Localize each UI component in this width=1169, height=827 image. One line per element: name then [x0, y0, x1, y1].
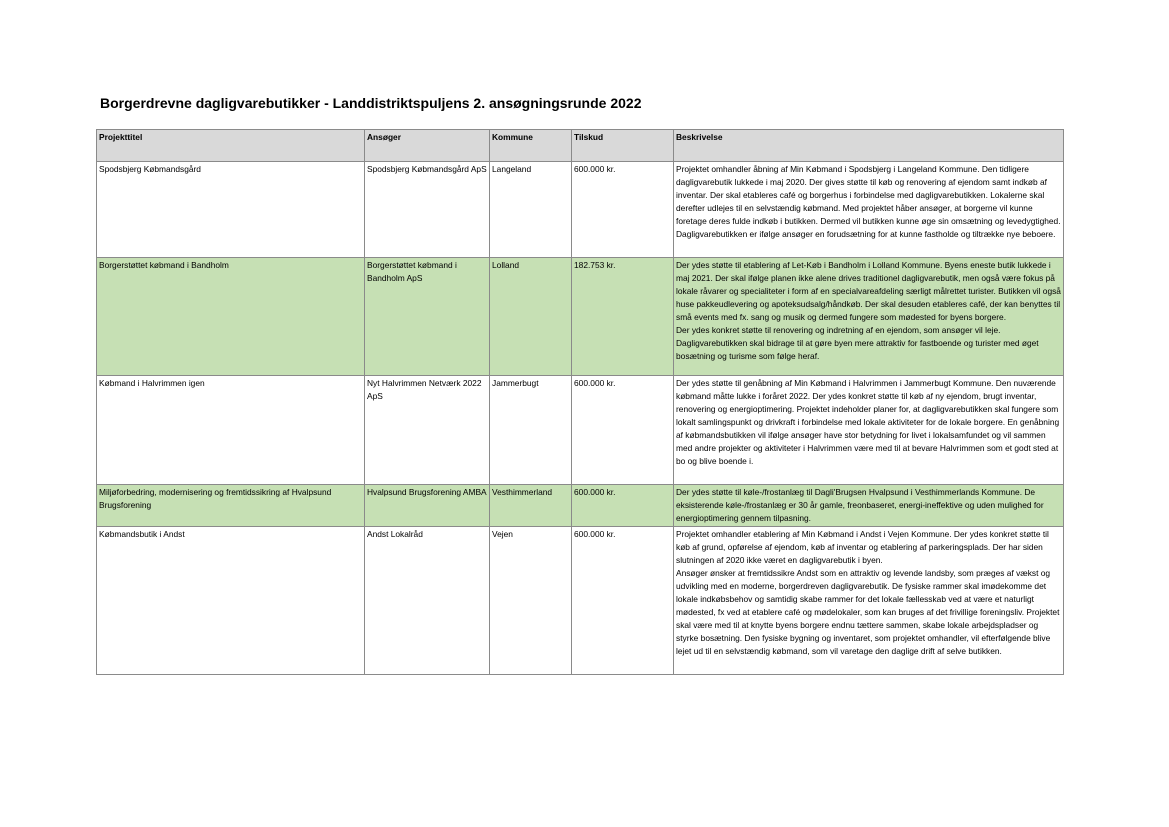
cell-municipality: Vesthimmerland [490, 485, 572, 527]
cell-description: Der ydes støtte til etablering af Let-Køb i Bandholm i Lolland Kommune. Byens eneste butik lukkede i maj 2021. Der skal ifølge planen ikke alene drives traditionel dagligvarebutik, men også være fokus på lokale råvarer og specialiteter i form af en specialvareafdeling særligt målrettet turister. Butikken vil også huse pakkeudlevering og apoteksudsalg/håndkøb. Der skal desuden etableres café, der kan benyttes til små events med fx. sang og musik og dermed fungere som mødested for byens borgere. Der ydes konkret støtte til renovering og indretning af en ejendom, som ansøger vil leje. Dagligvarebutikken skal bidrage til at gøre byen mere attraktiv for fastboende og turister med øget bosætning og turisme som følge heraf. [674, 258, 1064, 376]
cell-description: Der ydes støtte til køle-/frostanlæg til Dagli'Brugsen Hvalpsund i Vesthimmerlands Kommune. De eksisterende køle-/frostanlæg er 30 år gamle, freonbaseret, energi-ineffektive og uden mulighed for energioptimering gennem tilpasning. [674, 485, 1064, 527]
cell-description: Projektet omhandler etablering af Min Købmand i Andst i Vejen Kommune. Der ydes konkret støtte til køb af grund, opførelse af ejendom, køb af inventar og etablering af parkeringsplads. Der har siden slutningen af 2020 ikke været en dagligvarebutik i byen. Ansøger ønsker at fremtidssikre Andst som en attraktiv og levende landsby, som præges af vækst og udvikling med en moderne, borgerdreven dagligvarebutik. De fysiske rammer skal imødekomme det lokale indkøbsbehov og samtidig skabe rammer for det lokale fællesskab ved at være et naturligt mødested, fx ved at etablere café og mødelokaler, som kan bruges af det frivillige foreningsliv. Projektet skal være med til at knytte byens borgere endnu tættere sammen, skabe lokale arbejdspladser og styrke bosætning. Den fysiske bygning og inventaret, som projektet omhandler, vil efterfølgende blive lejet ud til en selvstændig købmand, som vil varetage den daglige drift af selve butikken. [674, 527, 1064, 675]
cell-applicant: Hvalpsund Brugsforening AMBA [365, 485, 490, 527]
header-municipality: Kommune [490, 130, 572, 162]
cell-project: Miljøforbedring, modernisering og fremtidssikring af Hvalpsund Brugsforening [97, 485, 365, 527]
cell-grant: 600.000 kr. [572, 162, 674, 258]
header-grant: Tilskud [572, 130, 674, 162]
table-row [97, 485, 1064, 527]
document-title: Borgerdrevne dagligvarebutikker - Landdistriktspuljens 2. ansøgningsrunde 2022 [100, 95, 642, 111]
table-header-row [97, 130, 1064, 162]
cell-grant: 600.000 kr. [572, 527, 674, 675]
cell-municipality: Lolland [490, 258, 572, 376]
table-row [97, 376, 1064, 485]
grants-table [96, 129, 1064, 675]
cell-project: Købmandsbutik i Andst [97, 527, 365, 675]
header-applicant: Ansøger [365, 130, 490, 162]
cell-description: Projektet omhandler åbning af Min Købmand i Spodsbjerg i Langeland Kommune. Den tidligere dagligvarebutik lukkede i maj 2020. Der gives støtte til køb og renovering af ejendom samt indkøb af inventar. Der skal etableres café og borgerhus i forbindelse med dagligvarebutikken. Lokalerne skal derefter udlejes til en selvstændig købmand. Med projektet håber ansøger, at borgerne vil kunne foretage deres fulde indkøb i butikken. Dermed vil butikken kunne øge sin omsætning og levedygtighed. Dagligvarebutikken er ifølge ansøger en forudsætning for at kunne fastholde og tiltrække nye beboere. [674, 162, 1064, 258]
cell-applicant: Andst Lokalråd [365, 527, 490, 675]
table-row [97, 162, 1064, 258]
cell-grant: 600.000 kr. [572, 485, 674, 527]
cell-applicant: Nyt Halvrimmen Netværk 2022 ApS [365, 376, 490, 485]
cell-applicant: Spodsbjerg Købmandsgård ApS [365, 162, 490, 258]
header-description: Beskrivelse [674, 130, 1064, 162]
cell-grant: 182.753 kr. [572, 258, 674, 376]
cell-applicant: Borgerstøttet købmand i Bandholm ApS [365, 258, 490, 376]
cell-project: Spodsbjerg Købmandsgård [97, 162, 365, 258]
cell-description: Der ydes støtte til genåbning af Min Købmand i Halvrimmen i Jammerbugt Kommune. Den nuværende købmand måtte lukke i foråret 2022. Der ydes konkret støtte til køb af ny ejendom, brugt inventar, renovering og energioptimering. Projektet indeholder planer for, at dagligvarebutikken skal fungere som lokalt samlingspunkt og drivkraft i forbindelse med lokale aktiviteter for de lokale borgere. En genåbning af købmandsbutikken vil ifølge ansøger have stor betydning for livet i lokalsamfundet og vil sammen med andre projekter og aktiviteter i Halvrimmen være med til at bevare Halvrimmen som et godt sted at bo og blive boende i. [674, 376, 1064, 485]
table-row [97, 258, 1064, 376]
cell-municipality: Langeland [490, 162, 572, 258]
cell-project: Købmand i Halvrimmen igen [97, 376, 365, 485]
header-project: Projekttitel [97, 130, 365, 162]
cell-project: Borgerstøttet købmand i Bandholm [97, 258, 365, 376]
cell-municipality: Vejen [490, 527, 572, 675]
cell-grant: 600.000 kr. [572, 376, 674, 485]
table-row [97, 527, 1064, 675]
cell-municipality: Jammerbugt [490, 376, 572, 485]
